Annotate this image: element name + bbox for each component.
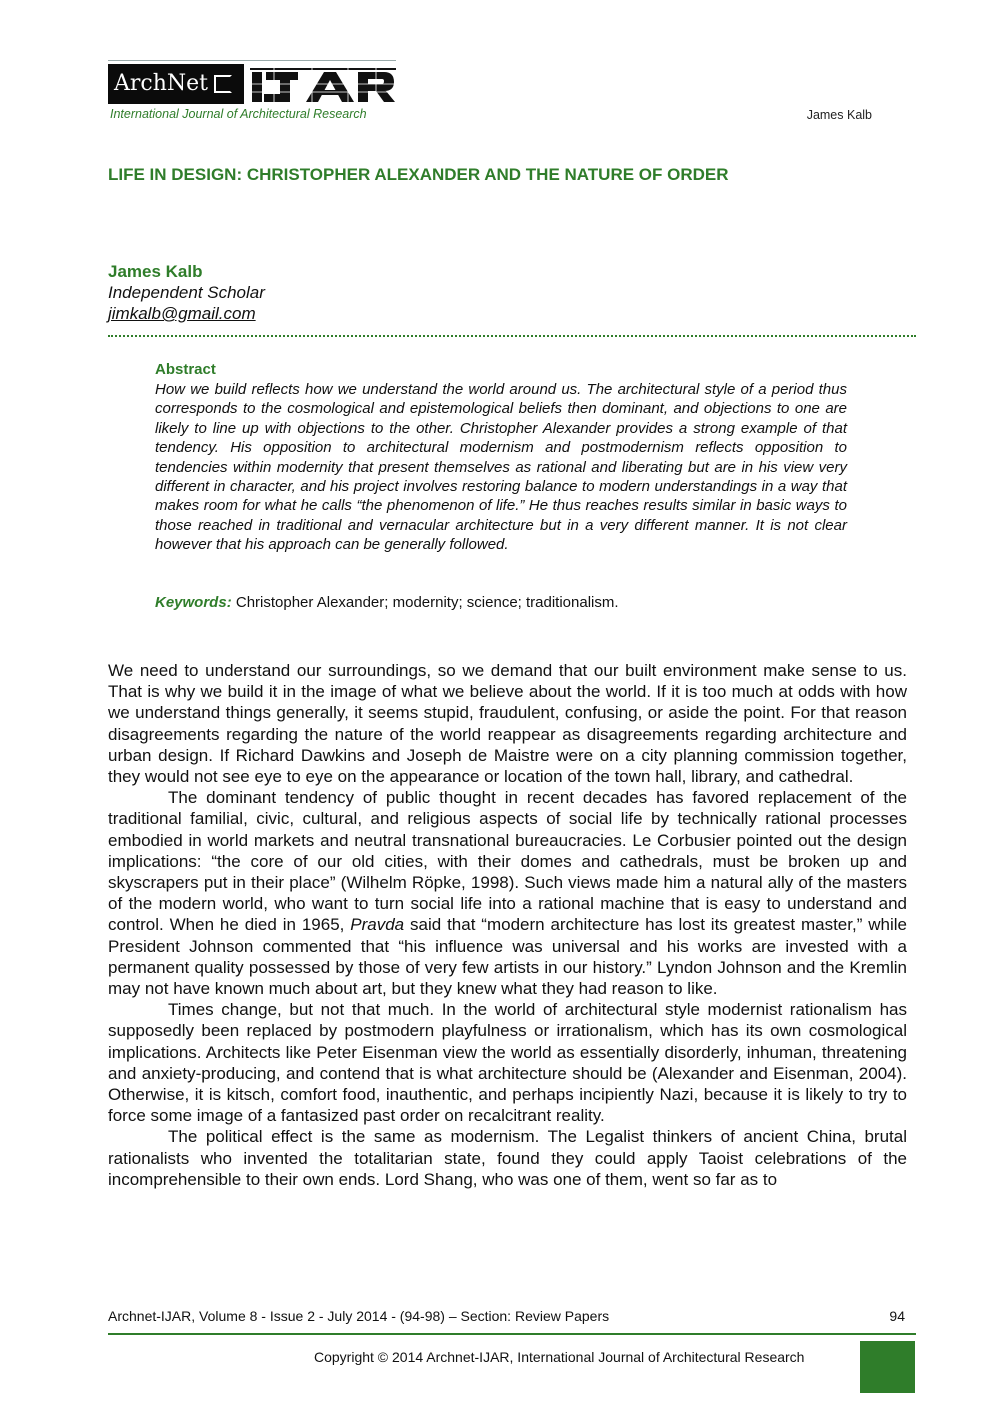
keywords [155, 594, 619, 611]
footer-citation: Archnet-IJAR, Volume 8 - Issue 2 - July 2014 - (94-98) – Section: Review Papers [108, 1308, 610, 1324]
main-text [108, 660, 907, 1190]
pravda-italic: Pravda [350, 915, 405, 935]
paragraph-1: We need to understand our surroundings, so we demand that our built environment make sense to us. That is why we build it in the image of what we believe about the world. If it is too much at odds with how we understand things generally, it seems stupid, fraudulent, confusing, or aside the point. For that reason disagreements regarding the nature of the world reappear as disagreements regarding architecture and urban design. If Richard Dawkins and Joseph de Maistre were on a city planning commission together, they would not see eye to eye on the appearance or location of the town hall, library, and cathedral. [108, 661, 907, 787]
paper-title: LIFE IN DESIGN: CHRISTOPHER ALEXANDER AND THE NATURE OF ORDER [108, 165, 729, 184]
paragraph-4: The political effect is the same as modernism. The Legalist thinkers of ancient China, brutal rationalists who invented the totalitarian state, found they could apply Taoist celebrations of the incomprehensible to their own ends. Lord Shang, who was one of them, went so far as to [108, 1127, 907, 1189]
running-head-author: James Kalb [806, 108, 872, 122]
paragraph-2-part-a: The dominant tendency of public thought in recent decades has favored replacement of the traditional familial, civic, cultural, and religious aspects of social life by technically rational processes embodied in world markets and neutral transnational bureaucracies. Le Corbusier pointed out the design implications: “the core of our old cities, with their domes and cathedrals, must be broken up and skyscrapers put in their place” (Wilhelm Röpke, 1998). Such views made him a natural ally of the masters of the modern world, who want to turn social life into a rational machine that is easy to understand and control. When he died in 1965, [108, 788, 907, 935]
journal-subtitle: International Journal of Architectural Research [110, 107, 367, 121]
footer-accent-block [860, 1341, 915, 1393]
dotted-divider [108, 335, 916, 337]
paragraph-2-part-b: said that “modern architecture has lost its greatest master,” while President Johnson commented that “his influence was universal and his works are invested with a permanent quality possessed by those of very few artists in our history.” Lyndon Johnson and the Kremlin may not have known much about art, but they knew what they had reason to like. [108, 915, 907, 999]
paragraph-3: Times change, but not that much. In the world of architectural style modernist rationalism has supposedly been replaced by postmodern playfulness or irrationalism, which has its own cosmological implications. Architects like Peter Eisenman view the world as essentially disorderly, inhuman, threatening and anxiety-producing, and contend that is what architecture should be (Alexander and Eisenman, 2004). Otherwise, it is kitsch, comfort food, inauthentic, and perhaps incipiently Nazi, because it is likely to try to force some image of a fantasized past order on recalcitrant reality. [108, 1000, 907, 1126]
logo-text: ArchNet [114, 71, 209, 96]
keywords-label: Keywords: [155, 594, 232, 611]
ijar-logo-icon [250, 64, 396, 104]
abstract-heading: Abstract [155, 361, 216, 378]
author-name: James Kalb [108, 262, 203, 281]
logo-square-icon [214, 75, 232, 93]
archnet-logo [108, 64, 244, 104]
paragraph-2 [108, 787, 907, 999]
author-affiliation: Independent Scholar [108, 283, 265, 302]
author-email-link[interactable]: jimkalb@gmail.com [108, 304, 256, 323]
header-rule [108, 60, 396, 61]
keywords-text: Christopher Alexander; modernity; science; traditionalism. [231, 594, 619, 611]
abstract-text: How we build reflects how we understand the world around us. The architectural style of a period thus corresponds to the cosmological and epistemological beliefs then dominant, and objections to one are likely to line up with objections to the other. Christopher Alexander provides a strong example of that tendency. His opposition to architectural modernism and postmodernism reflects opposition to tendencies within modernity that present themselves as rational and liberating but are in his view very different in character, and his project involves restoring balance to modern understandings in a way that makes room for what he calls “the phenomenon of life.” He thus reaches results similar in basic ways to those reached in traditional and vernacular architecture but in a very different manner. It is not clear however that his approach can be generally followed. [155, 381, 847, 554]
page-number: 94 [889, 1308, 905, 1324]
footer-copyright: Copyright © 2014 Archnet-IJAR, International Journal of Architectural Research [314, 1349, 805, 1365]
footer-rule [108, 1333, 916, 1335]
